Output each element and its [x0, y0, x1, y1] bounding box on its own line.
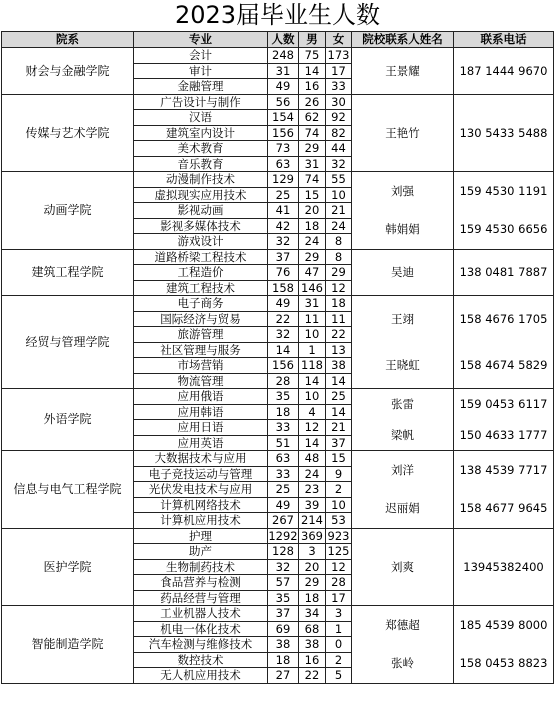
phone-number: 138 0481 7887 — [459, 265, 548, 279]
female-cell: 12 — [326, 280, 352, 296]
contact-name: 刘强 — [391, 183, 414, 198]
female-cell: 21 — [326, 420, 352, 436]
total-cell: 76 — [268, 265, 299, 281]
male-cell: 31 — [299, 156, 326, 172]
college-name: 信息与电气工程学院 — [2, 451, 134, 529]
major-cell: 电子商务 — [134, 296, 268, 312]
table-row — [2, 296, 554, 312]
total-cell: 49 — [268, 497, 299, 513]
major-cell: 应用韩语 — [134, 404, 268, 420]
total-cell: 37 — [268, 606, 299, 622]
contact-name: 吴迪 — [391, 265, 414, 279]
phone-number: 158 4674 5829 — [459, 357, 548, 372]
male-cell: 15 — [299, 187, 326, 203]
major-cell: 影视多媒体技术 — [134, 218, 268, 234]
total-cell: 32 — [268, 327, 299, 343]
phone-number: 158 4677 9645 — [459, 501, 548, 516]
major-cell: 虚拟现实应用技术 — [134, 187, 268, 203]
female-cell: 14 — [326, 404, 352, 420]
contact-cell — [352, 296, 454, 389]
major-cell: 助产 — [134, 544, 268, 560]
female-cell: 21 — [326, 203, 352, 219]
college-name: 智能制造学院 — [2, 606, 134, 684]
total-cell: 63 — [268, 156, 299, 172]
total-cell: 56 — [268, 94, 299, 110]
female-cell: 5 — [326, 668, 352, 684]
male-cell: 10 — [299, 327, 326, 343]
female-cell: 55 — [326, 172, 352, 188]
phone-cell — [454, 296, 554, 389]
male-cell: 75 — [299, 48, 326, 64]
total-cell: 73 — [268, 141, 299, 157]
phone-number: 187 1444 9670 — [459, 63, 548, 78]
total-cell: 42 — [268, 218, 299, 234]
male-cell: 18 — [299, 590, 326, 606]
total-cell: 69 — [268, 621, 299, 637]
female-cell: 1 — [326, 621, 352, 637]
contact-name: 王晓虹 — [385, 357, 420, 372]
table-row — [2, 94, 554, 110]
female-cell: 173 — [326, 48, 352, 64]
contact-name: 梁帆 — [391, 427, 414, 442]
phone-number: 159 0453 6117 — [459, 397, 548, 411]
contact-cell — [352, 389, 454, 451]
total-cell: 1292 — [268, 528, 298, 543]
phone-cell — [454, 606, 554, 684]
table-row — [2, 606, 554, 622]
phone-number: 138 4539 7717 — [459, 462, 548, 477]
total-cell: 156 — [268, 125, 299, 141]
female-cell: 22 — [326, 327, 352, 343]
male-cell: 20 — [299, 559, 326, 575]
male-cell: 14 — [299, 373, 326, 389]
female-cell: 9 — [326, 466, 352, 482]
major-cell: 音乐教育 — [134, 156, 268, 172]
phone-cell — [454, 172, 554, 250]
male-cell: 20 — [299, 203, 326, 219]
header-female: 女 — [326, 32, 352, 48]
total-cell: 37 — [268, 249, 299, 265]
phone-number: 130 5433 5488 — [459, 125, 548, 140]
contact-cell — [352, 528, 454, 606]
female-cell: 2 — [326, 482, 352, 498]
total-cell: 38 — [268, 637, 299, 653]
major-cell: 旅游管理 — [134, 327, 268, 343]
header-contact: 院校联系人姓名 — [352, 32, 454, 48]
male-cell: 24 — [299, 466, 326, 482]
major-cell: 机电一体化技术 — [134, 621, 268, 637]
phone-number: 159 4530 1191 — [459, 183, 548, 198]
phone-number: 185 4539 8000 — [459, 617, 548, 632]
total-cell: 63 — [268, 451, 299, 467]
major-cell: 游戏设计 — [134, 234, 268, 250]
male-cell: 11 — [299, 311, 326, 327]
major-cell: 工程造价 — [134, 265, 268, 281]
phone-cell — [454, 94, 554, 172]
male-cell: 23 — [299, 482, 326, 498]
male-cell: 12 — [299, 420, 326, 436]
major-cell: 影视动画 — [134, 203, 268, 219]
major-cell: 工业机器人技术 — [134, 606, 268, 622]
graduates-table — [1, 31, 554, 684]
major-cell: 市场营销 — [134, 358, 268, 374]
female-cell: 24 — [326, 218, 352, 234]
female-cell: 125 — [326, 544, 352, 560]
phone-cell — [454, 249, 554, 296]
contact-cell — [352, 172, 454, 250]
female-cell: 25 — [326, 389, 352, 405]
major-cell: 药品经营与管理 — [134, 590, 268, 606]
major-cell: 审计 — [134, 63, 268, 79]
male-cell: 38 — [299, 637, 326, 653]
contact-name: 韩娟娟 — [385, 222, 420, 237]
table-row — [2, 48, 554, 64]
contact-cell — [352, 94, 454, 172]
female-cell: 0 — [326, 637, 352, 653]
male-cell: 68 — [299, 621, 326, 637]
total-cell: 31 — [268, 63, 299, 79]
female-cell: 18 — [326, 296, 352, 312]
major-cell: 应用日语 — [134, 420, 268, 436]
header-college: 院系 — [2, 32, 134, 48]
college-name: 经贸与管理学院 — [2, 296, 134, 389]
major-cell: 建筑室内设计 — [134, 125, 268, 141]
male-cell: 118 — [299, 358, 326, 374]
total-cell: 158 — [268, 280, 299, 296]
major-cell: 动漫制作技术 — [134, 172, 268, 188]
table-row — [2, 389, 554, 405]
major-cell: 电子竞技运动与管理 — [134, 466, 268, 482]
male-cell: 1 — [299, 342, 326, 358]
male-cell: 16 — [299, 79, 326, 95]
total-cell: 267 — [268, 513, 299, 529]
female-cell: 10 — [326, 187, 352, 203]
total-cell: 35 — [268, 389, 299, 405]
major-cell: 国际经济与贸易 — [134, 311, 268, 327]
female-cell: 13 — [326, 342, 352, 358]
male-cell: 26 — [299, 94, 326, 110]
female-cell: 10 — [326, 497, 352, 513]
phone-number: 159 4530 6656 — [459, 222, 548, 237]
female-cell: 14 — [326, 373, 352, 389]
college-name: 建筑工程学院 — [2, 249, 134, 296]
major-cell: 应用英语 — [134, 435, 268, 451]
contact-name: 刘洋 — [391, 462, 414, 477]
female-cell: 82 — [326, 125, 352, 141]
header-male: 男 — [299, 32, 326, 48]
total-cell: 248 — [268, 48, 299, 64]
total-cell: 154 — [268, 110, 299, 126]
female-cell: 12 — [326, 559, 352, 575]
male-cell: 48 — [299, 451, 326, 467]
male-cell: 16 — [299, 652, 326, 668]
male-cell: 47 — [299, 265, 326, 281]
total-cell: 28 — [268, 373, 299, 389]
female-cell: 3 — [326, 606, 352, 622]
total-cell: 156 — [268, 358, 299, 374]
male-cell: 39 — [299, 497, 326, 513]
table-row — [2, 172, 554, 188]
female-cell: 8 — [326, 234, 352, 250]
male-cell: 10 — [299, 389, 326, 405]
page-title: 2023届毕业生人数 — [174, 1, 381, 29]
female-cell: 33 — [326, 79, 352, 95]
major-cell: 广告设计与制作 — [134, 94, 268, 110]
major-cell: 数控技术 — [134, 652, 268, 668]
major-cell: 汽车检测与维修技术 — [134, 637, 268, 653]
male-cell: 34 — [299, 606, 326, 622]
female-cell: 2 — [326, 652, 352, 668]
total-cell: 25 — [268, 482, 299, 498]
female-cell: 53 — [326, 513, 352, 529]
female-cell: 30 — [326, 94, 352, 110]
phone-number: 13945382400 — [463, 559, 544, 574]
table-row — [2, 249, 554, 265]
contact-name: 王翊 — [391, 311, 414, 326]
contact-cell — [352, 249, 454, 296]
major-cell: 社区管理与服务 — [134, 342, 268, 358]
contact-name: 王景耀 — [385, 63, 420, 78]
male-cell: 22 — [299, 668, 326, 684]
female-cell: 15 — [326, 451, 352, 467]
table-row — [2, 451, 554, 467]
major-cell: 美术教育 — [134, 141, 268, 157]
header-total: 人数 — [268, 32, 299, 48]
major-cell: 计算机应用技术 — [134, 513, 268, 529]
male-cell: 14 — [299, 435, 326, 451]
college-name: 医护学院 — [2, 528, 134, 606]
table-row — [2, 528, 554, 544]
total-cell: 33 — [268, 420, 299, 436]
male-cell: 369 — [299, 528, 326, 544]
female-cell: 17 — [326, 590, 352, 606]
female-cell: 28 — [326, 575, 352, 591]
female-cell: 32 — [326, 156, 352, 172]
total-cell: 51 — [268, 435, 299, 451]
contact-cell — [352, 606, 454, 684]
table-body — [2, 48, 554, 684]
total-cell: 27 — [268, 668, 299, 684]
major-cell: 汉语 — [134, 110, 268, 126]
contact-name: 王艳竹 — [385, 125, 420, 140]
phone-number: 150 4633 1777 — [459, 427, 548, 442]
total-cell: 35 — [268, 590, 299, 606]
college-name: 财会与金融学院 — [2, 48, 134, 95]
major-cell: 计算机网络技术 — [134, 497, 268, 513]
total-cell: 49 — [268, 296, 299, 312]
male-cell: 74 — [299, 125, 326, 141]
total-cell: 129 — [268, 172, 299, 188]
major-cell: 大数据技术与应用 — [134, 451, 268, 467]
major-cell: 应用俄语 — [134, 389, 268, 405]
male-cell: 4 — [299, 404, 326, 420]
total-cell: 18 — [268, 652, 299, 668]
female-cell: 38 — [326, 358, 352, 374]
total-cell: 57 — [268, 575, 299, 591]
contact-cell — [352, 451, 454, 529]
male-cell: 14 — [299, 63, 326, 79]
total-cell: 25 — [268, 187, 299, 203]
female-cell: 923 — [326, 528, 352, 544]
phone-cell — [454, 389, 554, 451]
phone-number: 158 0453 8823 — [459, 656, 548, 671]
contact-name: 张雷 — [391, 397, 414, 411]
header-major: 专业 — [134, 32, 268, 48]
major-cell: 物流管理 — [134, 373, 268, 389]
major-cell: 金融管理 — [134, 79, 268, 95]
major-cell: 道路桥梁工程技术 — [134, 249, 268, 265]
header-phone: 联系电话 — [454, 32, 554, 48]
phone-cell — [454, 528, 554, 606]
header-row — [2, 32, 554, 48]
major-cell: 无人机应用技术 — [134, 668, 268, 684]
male-cell: 146 — [299, 280, 326, 296]
major-cell: 光伏发电技术与应用 — [134, 482, 268, 498]
total-cell: 128 — [268, 544, 299, 560]
female-cell: 17 — [326, 63, 352, 79]
major-cell: 建筑工程技术 — [134, 280, 268, 296]
male-cell: 29 — [299, 575, 326, 591]
female-cell: 29 — [326, 265, 352, 281]
contact-cell — [352, 48, 454, 95]
phone-cell — [454, 451, 554, 529]
college-name: 动画学院 — [2, 172, 134, 250]
male-cell: 29 — [299, 249, 326, 265]
total-cell: 33 — [268, 466, 299, 482]
college-name: 传媒与艺术学院 — [2, 94, 134, 172]
female-cell: 8 — [326, 249, 352, 265]
major-cell: 护理 — [134, 528, 268, 544]
male-cell: 24 — [299, 234, 326, 250]
major-cell: 会计 — [134, 48, 268, 64]
phone-cell — [454, 48, 554, 95]
contact-name: 张岭 — [391, 656, 414, 671]
phone-number: 158 4676 1705 — [459, 311, 548, 326]
total-cell: 41 — [268, 203, 299, 219]
total-cell: 49 — [268, 79, 299, 95]
male-cell: 74 — [299, 172, 326, 188]
female-cell: 11 — [326, 311, 352, 327]
female-cell: 37 — [326, 435, 352, 451]
female-cell: 44 — [326, 141, 352, 157]
male-cell: 18 — [299, 218, 326, 234]
male-cell: 62 — [299, 110, 326, 126]
contact-name: 刘爽 — [391, 559, 414, 574]
male-cell: 31 — [299, 296, 326, 312]
major-cell: 生物制药技术 — [134, 559, 268, 575]
total-cell: 18 — [268, 404, 299, 420]
total-cell: 32 — [268, 559, 299, 575]
total-cell: 32 — [268, 234, 299, 250]
total-cell: 22 — [268, 311, 299, 327]
college-name: 外语学院 — [2, 389, 134, 451]
male-cell: 29 — [299, 141, 326, 157]
contact-name: 郑德超 — [385, 617, 420, 632]
major-cell: 食品营养与检测 — [134, 575, 268, 591]
male-cell: 3 — [299, 544, 326, 560]
total-cell: 14 — [268, 342, 299, 358]
female-cell: 92 — [326, 110, 352, 126]
male-cell: 214 — [299, 513, 326, 529]
contact-name: 迟丽娟 — [385, 501, 420, 516]
